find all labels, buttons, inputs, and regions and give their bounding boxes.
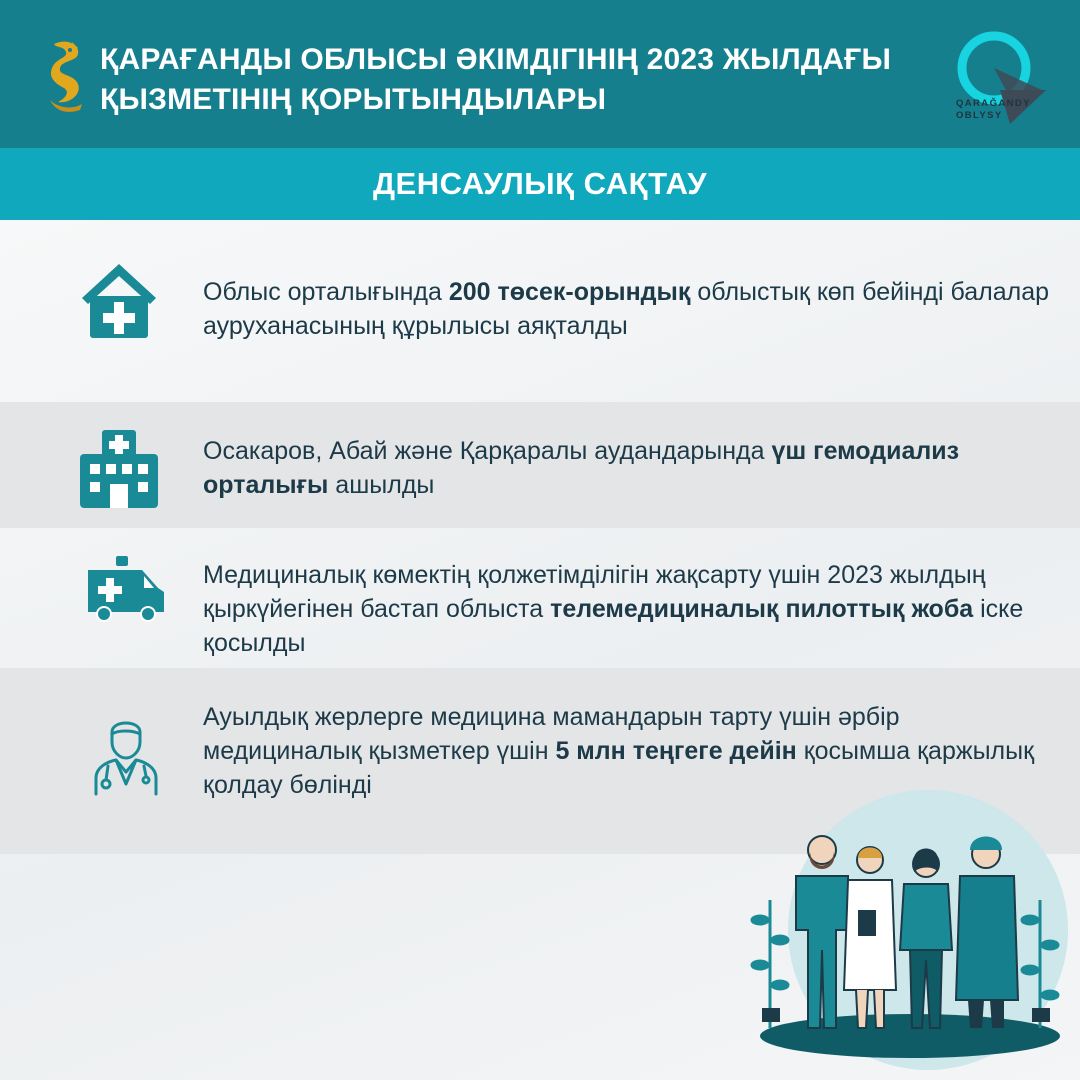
logo-caption: QARAĞANDY OBLYSY [956,98,1031,121]
ambulance-icon [86,556,166,626]
list-item [0,528,1080,668]
title-line-1: ҚАРАҒАНДЫ ОБЛЫСЫ ӘКІМДІГІНІҢ 2023 ЖЫЛДАҒЫ [100,43,892,76]
section-title: ДЕНСАУЛЫҚ САҚТАУ [0,148,1080,220]
item-text: Ауылдық жерлерге медицина мамандарын тарту үшін әрбір медициналық қызметкер үшін 5 млн теңгеге дейін қосымша қаржылық қолдау бөлінді [203,703,1035,799]
item-text: Облыс орталығында 200 төсек-орындық облыстық көп бейінді балалар ауруханасының құрылысы аяқталды [203,278,1050,340]
medical-building-icon [80,430,158,508]
header [0,0,1080,148]
snow-leopard-emblem-icon [44,38,90,114]
title-line-2: ҚЫЗМЕТІНІҢ ҚОРЫТЫНДЫЛАРЫ [100,83,607,116]
doctor-icon [92,714,160,796]
medical-staff-group-illustration [740,780,1080,1080]
list-item [0,220,1080,402]
list-item [0,402,1080,528]
hospital-house-icon [78,260,160,340]
page-title [100,40,950,120]
item-text: Осакаров, Абай және Қарқаралы аудандарында үш гемодиализ орталығы ашылды [203,437,960,499]
item-text: Медициналық көмектің қолжетімділігін жақсарту үшін 2023 жылдың қыркүйегінен бастап облыста телемедициналық пилоттық жоба іске қосылды [203,561,1024,657]
